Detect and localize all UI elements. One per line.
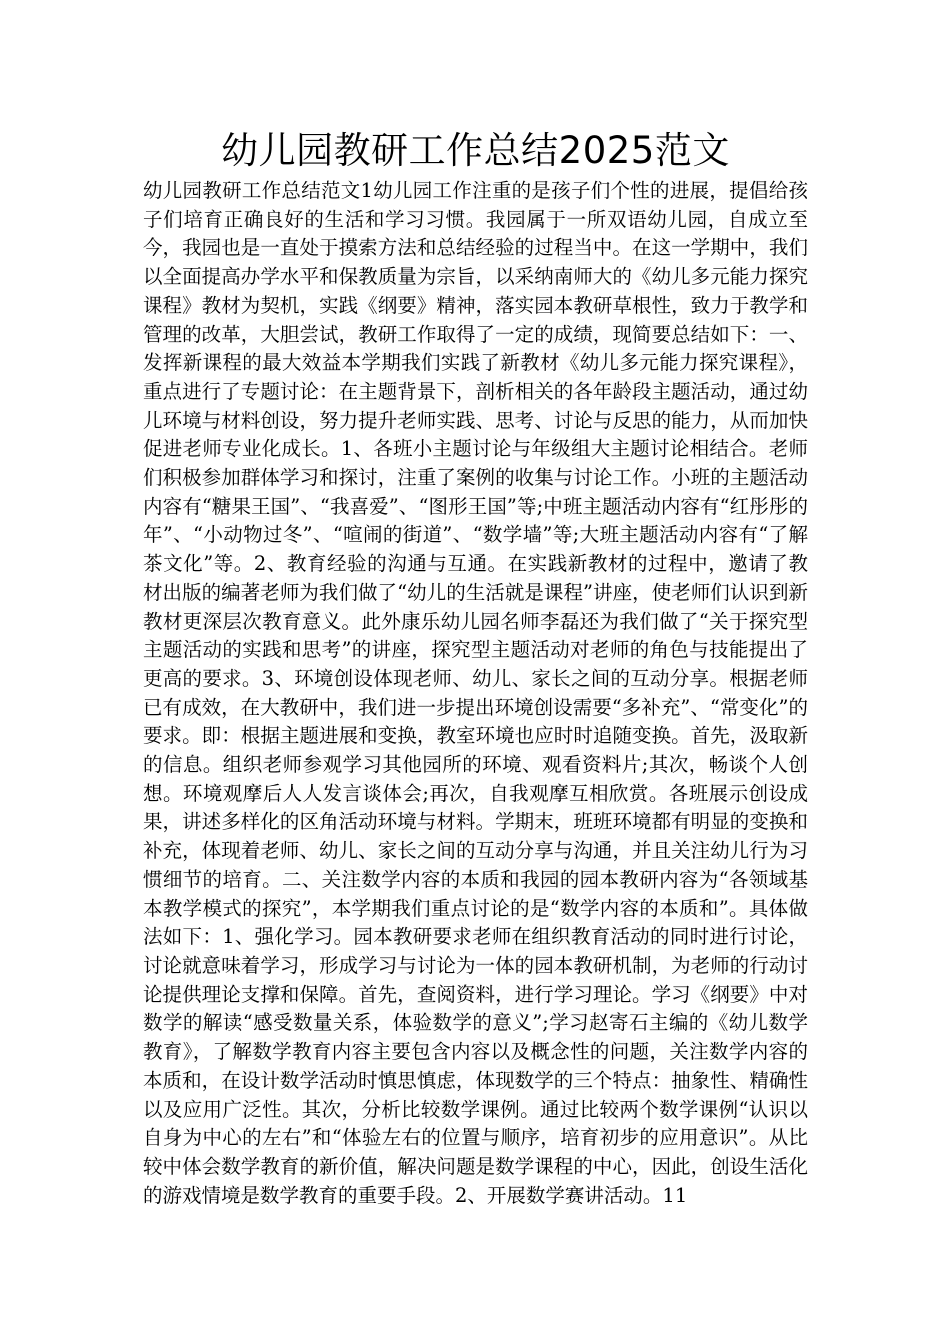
document-body: 幼儿园教研工作总结范文1幼儿园工作注重的是孩子们个性的进展，提倡给孩子们培育正确良好的生活和学习习惯。我园属于一所双语幼儿园，自成立至今，我园也是一直处于摸索方法和总结经验的过程当中。在这一学期中，我们以全面提高办学水平和保教质量为宗旨，以采纳南师大的《幼儿多元能力探究课程》教材为契机，实践《纲要》精神，落实园本教研草根性，致力于教学和管理的改革，大胆尝试，教研工作取得了一定的成绩，现简要总结如下：一、发挥新课程的最大效益本学期我们实践了新教材《幼儿多元能力探究课程》，重点进行了专题讨论：在主题背景下，剖析相关的各年龄段主题活动，通过幼儿环境与材料创设，努力提升老师实践、思考、讨论与反思的能力，从而加快促进老师专业化成长。1、各班小主题讨论与年级组大主题讨论相结合。老师们积极参加群体学习和探讨，注重了案例的收集与讨论工作。小班的主题活动内容有“糖果王国”、“我喜爱”、“图形王国”等;中班主题活动内容有“红彤彤的年”、“小动物过冬”、“喧闹的街道”、“数学墙”等;大班主题活动内容有“了解茶文化”等。2、教育经验的沟通与互通。在实践新教材的过程中，邀请了教材出版的编著老师为我们做了“幼儿的生活就是课程”讲座，使老师们认识到新教材更深层次教育意义。此外康乐幼儿园名师李磊还为我们做了“关于探究型主题活动的实践和思考”的讲座，探究型主题活动对老师的角色与技能提出了更高的要求。3、环境创设体现老师、幼儿、家长之间的互动分享。根据老师已有成效，在大教研中，我们进一步提出环境创设需要“多补充”、“常变化”的要求。即：根据主题进展和变换，教室环境也应时时追随变换。首先，汲取新的信息。组织老师参观学习其他园所的环境、观看资料片;其次，畅谈个人创想。环境观摩后人人发言谈体会;再次，自我观摩互相欣赏。各班展示创设成果，讲述多样化的区角活动环境与材料。学期末，班班环境都有明显的变换和补充，体现着老师、幼儿、家长之间的互动分享与沟通，并且关注幼儿行为习惯细节的培育。二、关注数学内容的本质和我园的园本教研内容为“各领域基本教学模式的探究”，本学期我们重点讨论的是“数学内容的本质和”。具体做法如下：1、强化学习。园本教研要求老师在组织教育活动的同时进行讨论，讨论就意味着学习，形成学习与讨论为一体的园本教研机制，为老师的行动讨论提供理论支撑和保障。首先，查阅资料，进行学习理论。学习《纲要》中对数学的解读“感受数量关系，体验数学的意义”;学习赵寄石主编的《幼儿数学教育》，了解数学教育内容主要包含内容以及概念性的问题，关注数学内容的本质和，在设计数学活动时慎思慎虑，体现数学的三个特点：抽象性、精确性以及应用广泛性。其次，分析比较数学课例。通过比较两个数学课例“认识以自身为中心的左右”和“体验左右的位置与顺序，培育初步的应用意识”。从比较中体会数学教育的新价值，解决问题是数学课程的中心，因此，创设生活化的游戏情境是数学教育的重要手段。2、开展数学赛讲活动。11 — [143, 179, 808, 1207]
document-title: 幼儿园教研工作总结2025范文 — [221, 129, 730, 172]
document-page — [143, 125, 808, 1210]
